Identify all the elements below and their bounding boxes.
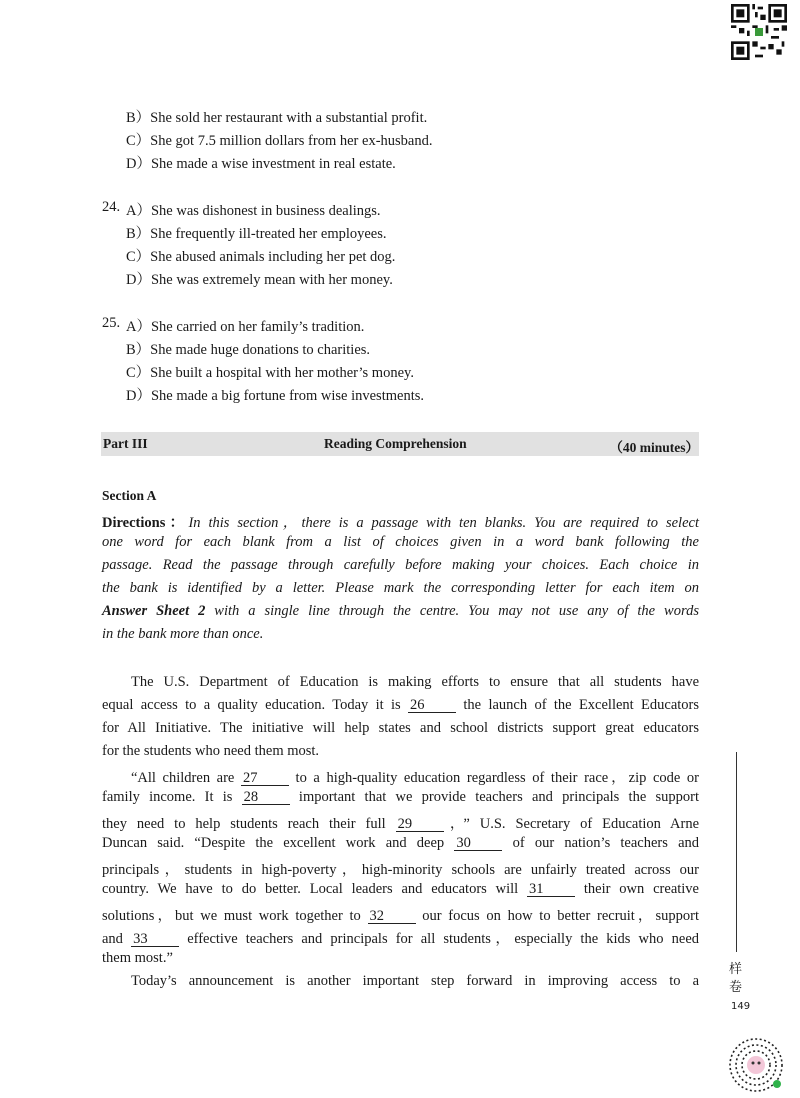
- directions-line-1: [102, 511, 699, 532]
- passage-text: country. We have to do better. Local leaders and educators will: [102, 881, 519, 897]
- option-24-a: A）She was dishonest in business dealings.: [126, 203, 381, 219]
- option-25-a: A）She carried on her family’s tradition.: [126, 319, 365, 335]
- answer-sheet-ref: Answer Sheet 2: [102, 603, 206, 619]
- passage-text: solutions，but we must work together to: [102, 908, 361, 924]
- passage-line-12: [102, 927, 699, 948]
- passage-text: family income. It is: [102, 789, 233, 805]
- passage-line-8: [102, 835, 699, 852]
- page-number: 149: [731, 1001, 751, 1012]
- passage-text: “All children are: [131, 770, 235, 786]
- passage-text: the launch of the Excellent Educators: [463, 697, 700, 713]
- option-23-c: C）She got 7.5 million dollars from her ex-husband.: [126, 133, 433, 149]
- passage-line-2: [102, 697, 699, 714]
- directions-line-3: passage. Read the passage through carefully before making your choices. Each choice in: [102, 557, 699, 573]
- blank-26: 26: [408, 698, 456, 713]
- directions-line-5: [102, 603, 699, 620]
- passage-text: important that we provide teachers and principals the support: [298, 789, 700, 805]
- blank-30: 30: [454, 836, 502, 851]
- part-time: （40 minutes）: [609, 440, 699, 455]
- passage-text: equal access to a quality education. Today it is: [102, 697, 401, 713]
- passage-line-6: [102, 789, 699, 806]
- sample-label-2: 卷: [729, 980, 743, 995]
- question-24-number: 24.: [102, 199, 121, 215]
- passage-line-14: Today’s announcement is another important step forward in improving access to a: [131, 973, 699, 989]
- option-23-d: D）She made a wise investment in real estate.: [126, 156, 396, 172]
- option-25-c: C）She built a hospital with her mother’s money.: [126, 365, 414, 381]
- part-header: [101, 432, 699, 456]
- passage-text: effective teachers and principals for all students，especially the kids who need: [187, 931, 700, 947]
- passage-line-1: The U.S. Department of Education is making efforts to ensure that all students have: [131, 674, 699, 690]
- question-25-number: 25.: [102, 315, 121, 331]
- directions-line-4: the bank is identified by a letter. Please mark the corresponding letter for each item on: [102, 580, 699, 596]
- passage-text: of our nation’s teachers and: [512, 835, 700, 851]
- directions-line-6: in the bank more than once.: [102, 626, 264, 642]
- passage-text: their own creative: [583, 881, 699, 897]
- passage-line-7: [102, 812, 699, 833]
- option-24-d: D）She was extremely mean with her money.: [126, 272, 393, 288]
- directions-text-5: with a single line through the centre. You may not use any of the words: [205, 603, 699, 619]
- option-24-b: B）She frequently ill-treated her employees.: [126, 226, 387, 242]
- passage-text: they need to help students reach their full: [102, 816, 386, 832]
- margin-rule: [736, 752, 737, 952]
- part-label: Part III: [103, 436, 148, 451]
- blank-28: 28: [242, 790, 290, 805]
- passage-line-9: principals，students in high-poverty，high-minority schools are unfairly treated across our: [102, 862, 699, 878]
- passage-line-5: [131, 766, 699, 787]
- passage-line-11: [102, 904, 699, 925]
- passage-text: and: [102, 931, 123, 947]
- option-25-b: B）She made huge donations to charities.: [126, 342, 371, 358]
- mini-program-code-icon: [726, 1036, 786, 1094]
- option-23-b: B）She sold her restaurant with a substantial profit.: [126, 110, 428, 126]
- passage-text: to a high-quality education regardless of their race，zip code or: [295, 770, 700, 786]
- directions-line-2: one word for each blank from a list of choices given in a word bank following the: [102, 534, 699, 550]
- part-title: Reading Comprehension: [324, 436, 467, 451]
- passage-line-3: for All Initiative. The initiative will help states and school districts support great educators: [102, 720, 699, 736]
- passage-line-13: them most.”: [102, 950, 173, 966]
- directions-label: Directions：: [102, 515, 189, 531]
- option-25-d: D）She made a big fortune from wise investments.: [126, 388, 424, 404]
- passage-text: Duncan said. “Despite the excellent work and deep: [102, 835, 445, 851]
- section-title: Section A: [102, 488, 157, 503]
- directions-text-1: In this section，there is a passage with ten blanks. You are required to select: [188, 515, 699, 531]
- passage-line-10: [102, 881, 699, 898]
- passage-text: our focus on how to better recruit，support: [422, 908, 700, 924]
- blank-32: 32: [368, 909, 416, 924]
- qr-code-icon: [731, 4, 787, 60]
- sample-label-1: 样: [729, 962, 743, 977]
- blank-27: 27: [241, 771, 289, 786]
- option-24-c: C）She abused animals including her pet dog.: [126, 249, 396, 265]
- passage-text: ，” U.S. Secretary of Education Arne: [443, 816, 700, 832]
- passage-line-4: for the students who need them most.: [102, 743, 320, 759]
- blank-29: 29: [396, 817, 444, 832]
- blank-33: 33: [131, 932, 179, 947]
- blank-31: 31: [527, 882, 575, 897]
